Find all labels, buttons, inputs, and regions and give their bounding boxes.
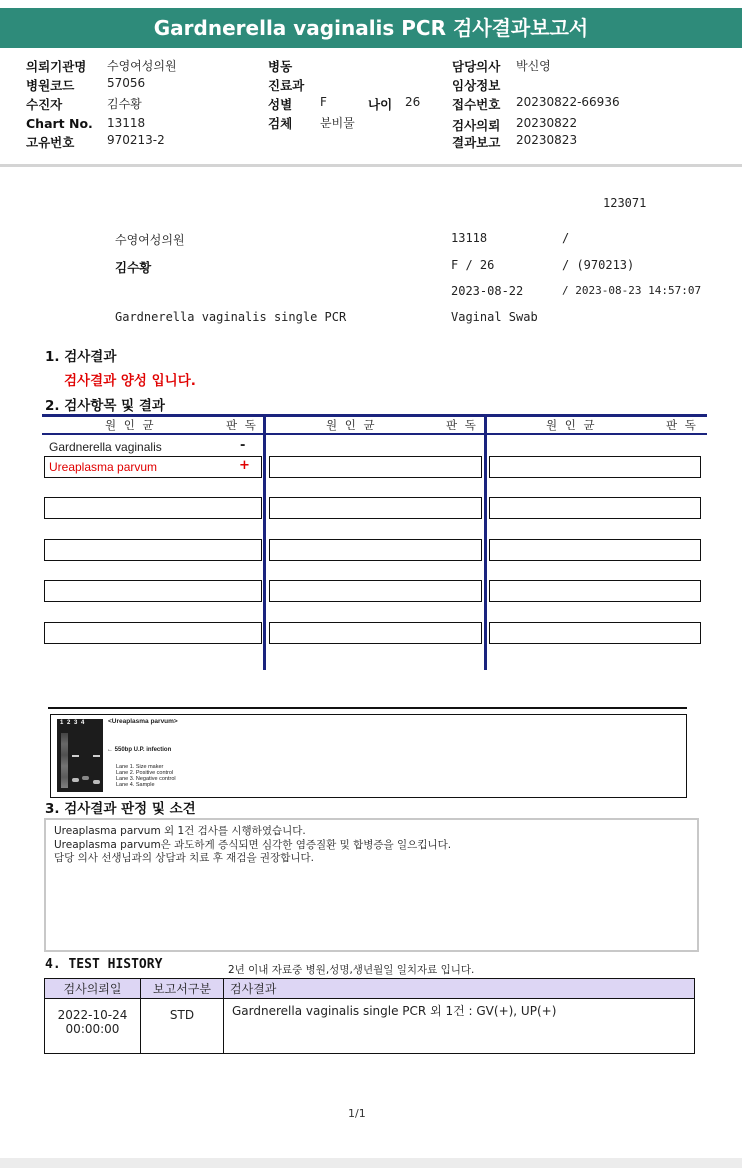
sex-value: F — [320, 95, 327, 109]
gel-top-rule — [48, 707, 687, 709]
result-cell-empty — [44, 497, 262, 519]
receipt-no-label: 접수번호 — [452, 97, 501, 112]
history-table — [44, 978, 695, 1054]
summary-sex-age: F / 26 — [451, 258, 495, 272]
request-date-label: 검사의뢰 — [452, 118, 501, 133]
gel-band — [72, 778, 79, 782]
sex-label: 성별 — [268, 97, 293, 112]
result-cell-empty — [269, 539, 482, 561]
grid-divider-2 — [484, 414, 487, 670]
grid-header-rule — [42, 433, 707, 435]
summary-institution: 수영여성의원 — [115, 233, 185, 247]
history-time: 00:00:00 — [65, 1022, 120, 1036]
result-cell-empty — [44, 580, 262, 602]
result-cell-empty — [489, 622, 701, 644]
result-cell — [44, 456, 262, 478]
history-col-date: 검사의뢰일 — [45, 979, 141, 999]
header-divider — [0, 164, 742, 167]
gel-band-label: ← 550bp U.P. infection — [107, 747, 172, 753]
patient-value: 김수황 — [107, 97, 142, 111]
report-id: 123071 — [603, 196, 647, 210]
chart-no-label: Chart No. — [26, 116, 93, 131]
gel-band — [82, 776, 89, 780]
history-col-result: 검사결과 — [224, 979, 695, 999]
result-cell-empty — [269, 456, 482, 478]
summary-chart-no: 13118 — [451, 231, 488, 245]
doctor-value: 박신영 — [516, 59, 551, 73]
organism-name: Gardnerella vaginalis — [49, 440, 162, 454]
col-organism-header-2: 원 인 균 — [326, 418, 377, 432]
gel-legend-4: Lane 4. Sample — [116, 782, 155, 788]
history-result: Gardnerella vaginalis single PCR 외 1건 : GV(+), UP(+) — [224, 999, 695, 1054]
clinical-info-label: 임상정보 — [452, 78, 501, 93]
gel-band — [72, 755, 79, 757]
result-cell-empty — [489, 539, 701, 561]
opinion-box — [44, 818, 699, 952]
result-cell-empty — [269, 622, 482, 644]
institution-label: 의뢰기관명 — [26, 59, 87, 74]
gel-title: <Ureaplasma parvum> — [108, 718, 178, 725]
section1-heading: 1. 검사결과 — [45, 349, 117, 365]
summary-patient: 김수황 — [115, 260, 152, 275]
result-positive-text: 검사결과 양성 입니다. — [64, 373, 196, 389]
col-organism-header-1: 원 인 균 — [105, 418, 156, 432]
col-judgement-header-2: 판 독 — [446, 418, 478, 432]
organism-result: + — [239, 458, 250, 473]
result-cell-empty — [44, 539, 262, 561]
opinion-line: 담당 의사 선생님과의 상담과 치료 후 재검을 권장합니다. — [54, 852, 314, 864]
specimen-label: 검체 — [268, 116, 293, 131]
patient-label: 수진자 — [26, 97, 63, 112]
ward-label: 병동 — [268, 59, 293, 74]
section3-heading: 3. 검사결과 판정 및 소견 — [45, 801, 196, 817]
result-cell-empty — [489, 580, 701, 602]
summary-test-name: Gardnerella vaginalis single PCR — [115, 310, 347, 324]
col-judgement-header-1: 판 독 — [226, 418, 258, 432]
history-date-cell — [45, 999, 141, 1054]
gel-band — [93, 755, 100, 757]
col-judgement-header-3: 판 독 — [666, 418, 698, 432]
history-date: 2022-10-24 — [57, 1008, 128, 1022]
result-cell-empty — [269, 497, 482, 519]
age-label: 나이 — [368, 97, 393, 112]
bottom-band — [0, 1158, 742, 1168]
opinion-line: Ureaplasma parvum은 과도하게 증식되면 심각한 염증질환 및 합병증을 일으킵니다. — [54, 838, 452, 851]
col-organism-header-3: 원 인 균 — [546, 418, 597, 432]
report-date-value: 20230823 — [516, 133, 578, 147]
organism-result: - — [240, 438, 246, 453]
hospital-code-label: 병원코드 — [26, 78, 75, 93]
gel-band — [93, 780, 100, 784]
receipt-no-value: 20230822-66936 — [516, 95, 620, 109]
unique-no-value: 970213-2 — [107, 133, 165, 147]
department-label: 진료과 — [268, 78, 305, 93]
gel-legend-1: Lane 1. Size maker — [116, 764, 164, 770]
summary-report-datetime: / 2023-08-23 14:57:07 — [562, 284, 702, 297]
section2-heading: 2. 검사항목 및 결과 — [45, 398, 165, 414]
summary-birth: / (970213) — [562, 258, 635, 272]
gel-image — [57, 719, 103, 792]
summary-request-date: 2023-08-22 — [451, 284, 524, 298]
page-indicator: 1/1 — [348, 1107, 366, 1120]
result-cell-empty — [489, 456, 701, 478]
unique-no-label: 고유번호 — [26, 135, 75, 150]
organism-name: Ureaplasma parvum — [49, 460, 158, 474]
specimen-value: 분비물 — [320, 116, 355, 130]
report-title: Gardnerella vaginalis PCR 검사결과보고서 — [153, 16, 589, 40]
gel-figure — [50, 714, 687, 798]
section4-heading: 4. TEST HISTORY — [45, 957, 163, 972]
history-row — [45, 999, 695, 1054]
institution-value: 수영여성의원 — [107, 59, 177, 73]
history-note: 2년 이내 자료중 병원,성명,생년월일 일치자료 입니다. — [228, 964, 475, 976]
gel-legend-3: Lane 3. Negative control — [116, 776, 176, 782]
result-cell-empty — [489, 497, 701, 519]
chart-no-value: 13118 — [107, 116, 146, 130]
gel-lanes: 1 2 3 4 — [60, 720, 86, 726]
summary-specimen: Vaginal Swab — [451, 310, 538, 324]
doctor-label: 담당의사 — [452, 59, 501, 74]
result-cell-empty — [269, 580, 482, 602]
request-date-value: 20230822 — [516, 116, 578, 130]
summary-slash: / — [562, 231, 570, 245]
report-date-label: 결과보고 — [452, 135, 501, 150]
gel-ladder — [61, 733, 68, 788]
history-type: STD — [141, 999, 224, 1054]
history-col-type: 보고서구분 — [141, 979, 224, 999]
gel-legend-2: Lane 2. Positive control — [116, 770, 174, 776]
hospital-code-value: 57056 — [107, 76, 146, 90]
age-value: 26 — [405, 95, 421, 109]
opinion-line: Ureaplasma parvum 외 1건 검사를 시행하였습니다. — [54, 825, 306, 837]
result-cell-empty — [44, 622, 262, 644]
grid-divider-1 — [263, 414, 266, 670]
